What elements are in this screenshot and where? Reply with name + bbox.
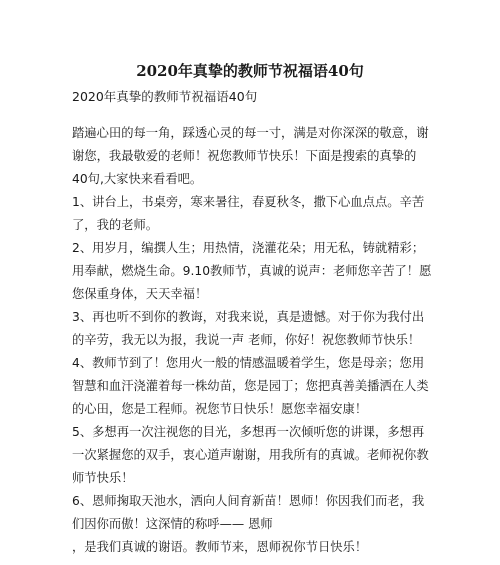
document-body — [72, 122, 432, 559]
document-title: 2020年真挚的教师节祝福语40句 — [136, 62, 364, 80]
blessing-paragraph: 4、教师节到了！您用火一般的情感温暖着学生，您是母亲；您用智慧和血汗浇灌着每一株幼苗，您是园丁；您把真善美播洒在人类的心田，您是工程师。祝您节日快乐！愿您幸福安康！ — [72, 356, 429, 416]
intro-paragraph: 踏遍心田的每一角，踩透心灵的每一寸，满是对你深深的敬意，谢谢您，我最敬爱的老师！祝您教师节快乐！下面是搜索的真挚的 40句,大家快来看看吧。 — [72, 126, 429, 186]
blessing-paragraph: 1、讲台上，书桌旁，寒来暑往，春夏秋冬，撒下心血点点。辛苦了，我的老师。 — [72, 195, 425, 232]
blessing-paragraph: 3、再也听不到你的教诲，对我来说，真是遗憾。对于你为我付出的辛劳，我无以为报，我说一声 老师，你好！祝您教师节快乐！ — [72, 310, 425, 347]
blessing-paragraph: 2、用岁月，编撰人生；用热情，浇灌花朵；用无私，铸就精彩；用奉献，燃烧生命。9.10教师节，真诚的说声：老师您辛苦了！愿您保重身体，天天幸福！ — [72, 241, 432, 301]
blessing-paragraph: 6、恩师掬取天池水，洒向人间育新苗！恩师！你因我们而老，我们因你而傲！这深情的称呼—— 恩师 — [72, 494, 425, 531]
document-subtitle: 2020年真挚的教师节祝福语40句 — [72, 89, 258, 104]
blessing-paragraph: ，是我们真诚的谢语。教师节来，恩师祝你节日快乐！ — [72, 540, 368, 554]
blessing-paragraph: 5、多想再一次注视您的目光，多想再一次倾听您的讲课，多想再一次紧握您的双手，衷心道声谢谢，用我所有的真诚。老师祝你教师节快乐！ — [72, 425, 429, 485]
